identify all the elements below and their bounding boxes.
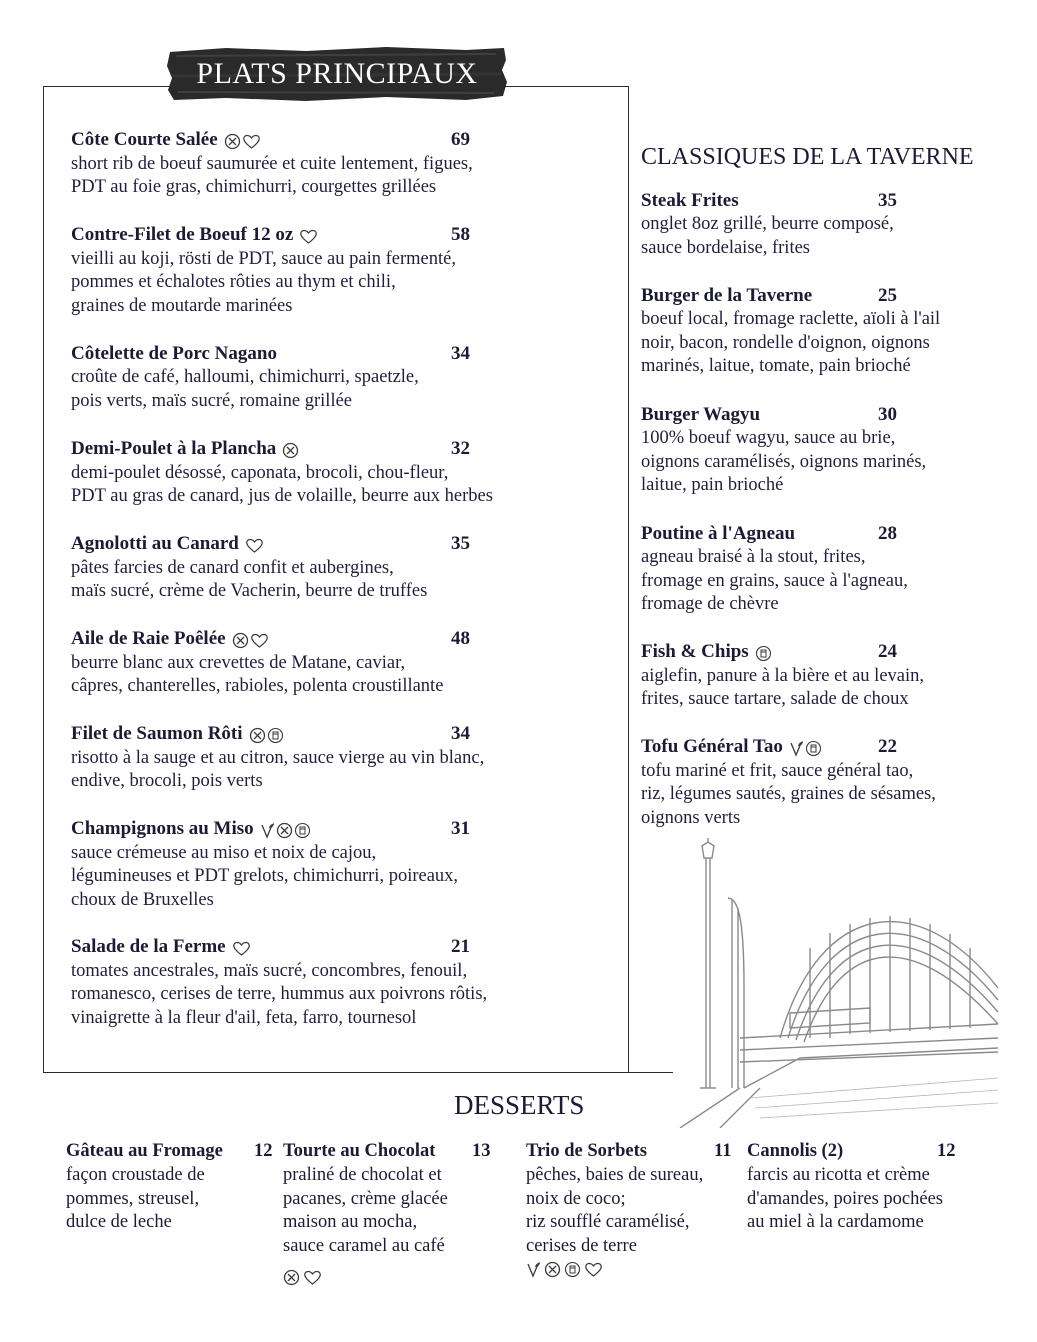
dietary-icons: [789, 736, 823, 760]
main-dish-item: [71, 342, 470, 413]
classic-dish-item-price: 35: [878, 190, 897, 211]
gluten-free-icon: [232, 629, 250, 650]
main-dish-item-description: beurre blanc aux crevettes de Matane, caviar, câpres, chanterelles, rabioles, polenta croustillante: [71, 652, 444, 697]
dairy-free-icon: [267, 724, 285, 745]
main-dish-item-header: [71, 342, 470, 366]
dietary-icons: [260, 818, 312, 842]
main-dish-item: [71, 817, 470, 913]
main-dish-item-header: [71, 627, 470, 652]
main-dish-item-price: 48: [451, 628, 470, 649]
classic-dish-item: [641, 522, 908, 617]
section-title-desserts: DESSERTS: [454, 1090, 585, 1120]
main-dish-item-price: 32: [451, 438, 470, 459]
main-dish-item-price: 34: [451, 343, 470, 364]
dessert-item-description: façon croustade de pommes, streusel, dulce de leche: [66, 1164, 205, 1233]
main-dish-item-price: 35: [451, 533, 470, 554]
main-dish-item-price: 69: [451, 129, 470, 150]
main-dish-item-name: Contre-Filet de Boeuf 12 oz: [71, 224, 294, 245]
vegan-icon: [789, 737, 805, 758]
main-dish-item-header: [71, 128, 473, 153]
dessert-item-header: [283, 1140, 491, 1164]
gluten-free-icon: [224, 130, 242, 151]
classic-dish-item-header: [641, 735, 936, 760]
classic-dish-item-description: 100% boeuf wagyu, sauce au brie, oignons caramélisés, oignons marinés, laitue, pain brioché: [641, 427, 927, 496]
classic-dish-item: [641, 735, 936, 831]
classic-dish-item: [641, 640, 924, 712]
main-dish-item-price: 31: [451, 818, 470, 839]
section-title-main: PLATS PRINCIPAUX: [196, 57, 478, 90]
dessert-item-description: pêches, baies de sureau, noix de coco; riz soufflé caramélisé, cerises de terre: [526, 1164, 704, 1257]
dietary-icons: [755, 641, 773, 665]
frame-divider: [43, 1072, 673, 1073]
main-dish-item-header: [71, 935, 487, 960]
vegan-icon: [526, 1263, 541, 1283]
classic-dish-item: [641, 189, 897, 260]
main-dish-item-name: Demi-Poulet à la Plancha: [71, 438, 277, 459]
main-dish-item-price: 34: [451, 723, 470, 744]
main-dish-item-description: croûte de café, halloumi, chimichurri, spaetzle, pois verts, maïs sucré, romaine grillée: [71, 366, 419, 411]
dessert-item-price: 11: [714, 1141, 732, 1161]
main-dish-item-header: [71, 223, 470, 248]
main-dish-item-header: [71, 532, 470, 557]
gluten-free-icon: [282, 439, 300, 460]
dessert-item-price: 13: [472, 1141, 491, 1161]
heart-icon: [245, 534, 265, 555]
classic-dish-item-description: agneau braisé à la stout, frites, fromage en grains, sauce à l'agneau, fromage de chèvre: [641, 546, 908, 615]
classic-dish-item-header: [641, 403, 926, 427]
main-dish-item-name: Aile de Raie Poêlée: [71, 628, 226, 649]
classic-dish-item-header: [641, 284, 940, 308]
dairy-free-icon: [755, 642, 773, 663]
dessert-item-header: [747, 1140, 956, 1164]
dessert-item: [747, 1140, 956, 1235]
dessert-item-name: Tourte au Chocolat: [283, 1141, 436, 1161]
main-dish-item-description: sauce crémeuse au miso et noix de cajou, légumineuses et PDT grelots, chimichurri, poireaux, choux de Bruxelles: [71, 842, 459, 911]
dietary-icons: [299, 224, 319, 248]
main-dish-item: [71, 128, 473, 200]
dietary-icons: [526, 1261, 703, 1286]
gluten-free-icon: [544, 1263, 561, 1283]
dietary-icons: [249, 723, 285, 747]
main-dish-item: [71, 627, 470, 699]
classic-dish-item-price: 28: [878, 523, 897, 544]
dietary-icons: [224, 129, 262, 153]
plats-principaux-banner: [166, 46, 508, 102]
classic-dish-item-description: aiglefin, panure à la bière et au levain, frites, sauce tartare, salade de choux: [641, 665, 925, 710]
classic-dish-item-description: boeuf local, fromage raclette, aïoli à l'ail noir, bacon, rondelle d'oignon, oignons marinés, laitue, tomate, pain brioché: [641, 308, 941, 377]
dessert-item: [283, 1140, 491, 1294]
heart-icon: [584, 1263, 603, 1283]
main-dish-item: [71, 722, 484, 794]
main-dish-item-price: 58: [451, 224, 470, 245]
classic-dish-item-description: tofu mariné et frit, sauce général tao, riz, légumes sautés, graines de sésames, oignons verts: [641, 760, 936, 829]
heart-icon: [303, 1271, 322, 1291]
section-title-classics: CLASSIQUES DE LA TAVERNE: [641, 144, 974, 170]
bridge-sketch-illustration: [660, 838, 1000, 1128]
dessert-item-price: 12: [937, 1141, 956, 1161]
classic-dish-item-price: 30: [878, 404, 897, 425]
main-dish-item-name: Côte Courte Salée: [71, 129, 218, 150]
main-dish-item-description: demi-poulet désossé, caponata, brocoli, chou-fleur, PDT au gras de canard, jus de volaille, beurre aux herbes: [71, 462, 493, 507]
dessert-item: [526, 1140, 732, 1286]
main-dish-item-header: [71, 437, 493, 462]
vegan-icon: [260, 819, 276, 840]
main-dish-item: [71, 935, 487, 1031]
dessert-item-name: Trio de Sorbets: [526, 1141, 647, 1161]
main-dish-item: [71, 437, 493, 509]
classic-dish-item-description: onglet 8oz grillé, beurre composé, sauce bordelaise, frites: [641, 213, 894, 258]
classic-dish-item-header: [641, 522, 908, 546]
classic-dish-item-header: [641, 640, 924, 665]
main-dish-item-description: short rib de boeuf saumurée et cuite lentement, figues, PDT au foie gras, chimichurri, courgettes grillées: [71, 153, 473, 198]
classic-dish-item-name: Burger de la Taverne: [641, 285, 813, 306]
dairy-free-icon: [805, 737, 823, 758]
dietary-icons: [232, 936, 252, 960]
classic-dish-item: [641, 284, 940, 379]
main-dish-item-name: Salade de la Ferme: [71, 936, 226, 957]
dairy-free-icon: [564, 1263, 581, 1283]
heart-icon: [242, 130, 262, 151]
classic-dish-item: [641, 403, 926, 498]
gluten-free-icon: [283, 1271, 300, 1291]
classic-dish-item-name: Poutine à l'Agneau: [641, 523, 796, 544]
dietary-icons: [282, 438, 300, 462]
dessert-item-description: farcis au ricotta et crème d'amandes, poires pochées au miel à la cardamome: [747, 1164, 943, 1233]
dairy-free-icon: [294, 819, 312, 840]
dietary-icons: [232, 628, 270, 652]
classic-dish-item-price: 25: [878, 285, 897, 306]
main-dish-item-name: Agnolotti au Canard: [71, 533, 239, 554]
dessert-item-header: [526, 1140, 732, 1164]
gluten-free-icon: [249, 724, 267, 745]
dessert-item-header: [66, 1140, 273, 1164]
heart-icon: [299, 225, 319, 246]
dessert-item-description: praliné de chocolat et pacanes, crème glacée maison au mocha, sauce caramel au café: [283, 1164, 448, 1257]
main-dish-item-name: Côtelette de Porc Nagano: [71, 343, 277, 364]
classic-dish-item-name: Tofu Général Tao: [641, 736, 783, 757]
classic-dish-item-name: Fish & Chips: [641, 641, 749, 662]
heart-icon: [250, 629, 270, 650]
dessert-item-name: Gâteau au Fromage: [66, 1141, 223, 1161]
classic-dish-item-price: 24: [878, 641, 897, 662]
dessert-item-price: 12: [254, 1141, 273, 1161]
classic-dish-item-name: Burger Wagyu: [641, 404, 761, 425]
dessert-item-name: Cannolis (2): [747, 1141, 844, 1161]
main-dish-item-description: tomates ancestrales, maïs sucré, concombres, fenouil, romanesco, cerises de terre, hummus aux poivrons rôtis, vinaigrette à la fleur d'ail, feta, farro, tournesol: [71, 960, 488, 1029]
main-dish-item: [71, 532, 470, 604]
heart-icon: [232, 937, 252, 958]
main-dish-item: [71, 223, 470, 319]
classic-dish-item-name: Steak Frites: [641, 190, 739, 211]
main-dish-item-header: [71, 722, 484, 747]
main-dish-item-description: vieilli au koji, rösti de PDT, sauce au pain fermenté, pommes et échalotes rôties au thym et chili, graines de moutarde marinées: [71, 248, 456, 317]
classic-dish-item-header: [641, 189, 897, 213]
main-dish-item-name: Champignons au Miso: [71, 818, 254, 839]
main-dish-item-description: pâtes farcies de canard confit et aubergines, maïs sucré, crème de Vacherin, beurre de truffes: [71, 557, 428, 602]
main-dish-item-header: [71, 817, 470, 842]
dessert-item: [66, 1140, 273, 1235]
main-dish-item-name: Filet de Saumon Rôti: [71, 723, 243, 744]
gluten-free-icon: [276, 819, 294, 840]
classic-dish-item-price: 22: [878, 736, 897, 757]
dietary-icons: [283, 1269, 448, 1294]
dietary-icons: [245, 533, 265, 557]
main-dish-item-price: 21: [451, 936, 470, 957]
main-dish-item-description: risotto à la sauge et au citron, sauce vierge au vin blanc, endive, brocoli, pois verts: [71, 747, 485, 792]
